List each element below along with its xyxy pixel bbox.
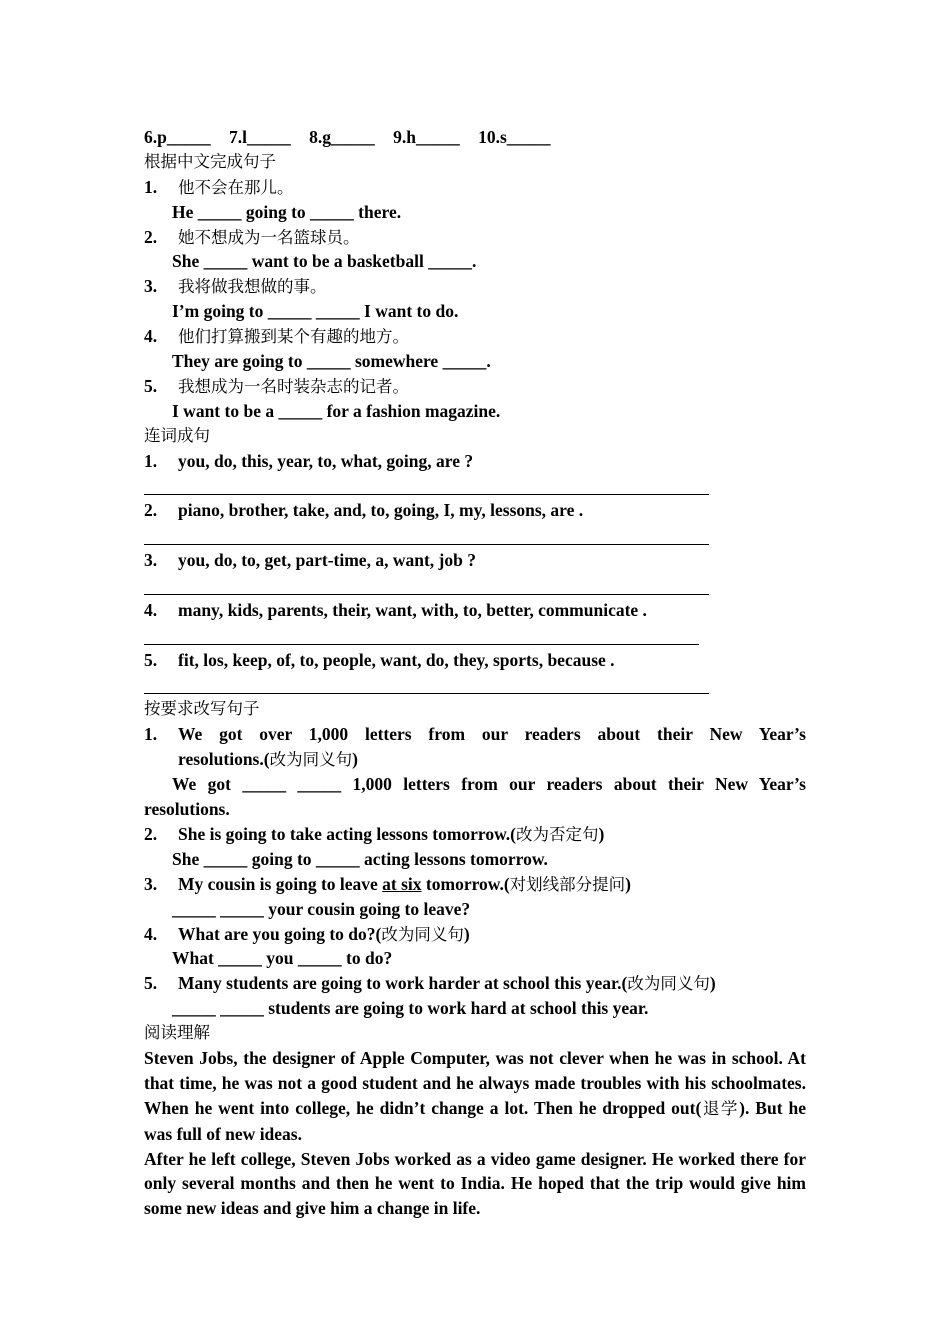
instruction-text: 对划线部分提问 <box>509 874 626 894</box>
answer-sentence-continued: resolutions. <box>144 799 230 820</box>
reading-paragraph <box>144 1046 806 1147</box>
item-number: 4. <box>144 923 158 944</box>
fill-in-sentence: They are going to _____ somewhere _____. <box>172 351 491 372</box>
instruction-text: 改为同义句 <box>627 974 710 994</box>
answer-line[interactable] <box>144 473 709 498</box>
list-item <box>144 872 806 897</box>
item-number: 2. <box>144 823 158 844</box>
underlined-phrase: at six <box>382 873 422 894</box>
answer-line[interactable] <box>144 573 709 598</box>
letter-blanks-row <box>144 125 806 150</box>
scrambled-words: many, kids, parents, their, want, with, to, better, communicate . <box>178 599 647 620</box>
rewrite-prompt-continued <box>144 747 806 772</box>
chinese-prompt: 我想成为一名时装杂志的记者。 <box>178 376 409 396</box>
list-item <box>144 922 806 947</box>
list-item <box>144 822 806 847</box>
letter-blank: 9.h_____ <box>393 127 460 147</box>
answer-sentence: _____ _____ your cousin going to leave? <box>172 898 471 919</box>
fill-in-sentence: I want to be a _____ for a fashion magazine. <box>172 400 501 421</box>
letter-blank: 7.l_____ <box>228 127 291 147</box>
scrambled-words: you, do, to, get, part-time, a, want, job ? <box>178 550 476 571</box>
prompt-text: ) <box>598 823 605 844</box>
prompt-text: She is going to take acting lessons tomorrow.( <box>178 823 517 844</box>
list-item <box>144 648 806 673</box>
item-number: 3. <box>144 873 158 894</box>
item-number: 1. <box>144 176 158 197</box>
prompt-text: ) <box>463 923 470 944</box>
answer-sentence: She _____ going to _____ acting lessons tomorrow. <box>172 848 548 869</box>
scrambled-words: you, do, this, year, to, what, going, are ? <box>178 450 474 471</box>
scrambled-words: fit, los, keep, of, to, people, want, do, they, sports, because . <box>178 649 615 670</box>
item-number: 1. <box>144 724 158 745</box>
list-item <box>144 498 806 523</box>
list-item <box>144 971 806 996</box>
paragraph-text: ). But he was full of new ideas. <box>144 1097 807 1144</box>
instruction-text: 改为否定句 <box>516 824 599 844</box>
list-item <box>144 374 806 399</box>
item-number: 4. <box>144 599 158 620</box>
list-item <box>144 722 806 747</box>
list-item <box>144 449 806 474</box>
prompt-text: ) <box>709 973 716 994</box>
chinese-prompt: 她不想成为一名篮球员。 <box>178 227 360 247</box>
reading-paragraph: After he left college, Steven Jobs worked as a video game designer. He worked there for only several months and then he went to India. He hoped that the trip would give him some new ideas and give him a change in life. <box>144 1148 806 1219</box>
list-item <box>144 225 806 250</box>
worksheet-page <box>144 125 806 1221</box>
item-number: 2. <box>144 226 158 247</box>
prompt-text: What are you going to do?( <box>178 923 382 944</box>
answer-sentence <box>144 772 806 797</box>
letter-blank: 6.p_____ <box>144 127 211 147</box>
chinese-prompt: 他不会在那儿。 <box>178 177 294 197</box>
answer-line[interactable] <box>144 523 709 548</box>
prompt-text: My cousin is going to leave <box>178 873 383 894</box>
list-item <box>144 175 806 200</box>
list-item <box>144 548 806 573</box>
prompt-text: ) <box>625 873 631 894</box>
letter-blank: 10.s_____ <box>478 127 551 147</box>
section-title: 连词成句 <box>144 425 210 445</box>
section-title: 按要求改写句子 <box>144 699 260 719</box>
answer-line[interactable] <box>144 623 699 648</box>
item-number: 3. <box>144 550 158 571</box>
rewrite-prompt: We got over 1,000 letters from our readers about their New Year’s <box>178 724 806 745</box>
prompt-text: resolutions.( <box>178 749 270 770</box>
answer-sentence: What _____ you _____ to do? <box>172 948 393 969</box>
scrambled-words: piano, brother, take, and, to, going, I, my, lessons, are . <box>178 500 584 521</box>
item-number: 5. <box>144 649 158 670</box>
fill-in-sentence: I’m going to _____ _____ I want to do. <box>172 301 459 322</box>
fill-in-sentence: She _____ want to be a basketball _____. <box>172 251 477 272</box>
chinese-prompt: 我将做我想做的事。 <box>178 277 327 297</box>
instruction-text: 改为同义句 <box>269 750 353 770</box>
answer-text: We got _____ _____ 1,000 letters from our readers about their New Year’s <box>172 774 806 795</box>
list-item <box>144 598 806 623</box>
answer-sentence: _____ _____ students are going to work hard at school this year. <box>172 998 649 1019</box>
list-item <box>144 324 806 349</box>
section-title: 阅读理解 <box>144 1023 210 1043</box>
prompt-text: Many students are going to work harder at school this year.( <box>178 973 628 994</box>
instruction-text: 改为同义句 <box>381 924 464 944</box>
item-number: 5. <box>144 375 158 396</box>
answer-line[interactable] <box>144 673 709 698</box>
fill-in-sentence: He _____ going to _____ there. <box>172 201 402 222</box>
section-title: 根据中文完成句子 <box>144 151 276 171</box>
item-number: 4. <box>144 326 158 347</box>
prompt-text: ) <box>352 749 358 770</box>
chinese-prompt: 他们打算搬到某个有趣的地方。 <box>178 327 409 347</box>
item-number: 5. <box>144 973 158 994</box>
item-number: 2. <box>144 500 158 521</box>
letter-blank: 8.g_____ <box>309 127 375 147</box>
item-number: 1. <box>144 450 158 471</box>
list-item <box>144 274 806 299</box>
paragraph-text: Steven Jobs, the designer of Apple Computer, was not clever when he was in school. At that time, he was not a good student and he always made troubles with his schoolmates. When he went into college, he didn’t change a lot. Then he dropped out( <box>144 1047 806 1118</box>
item-number: 3. <box>144 276 158 297</box>
gloss-text: 退学 <box>701 1098 740 1118</box>
prompt-text: tomorrow.( <box>421 873 510 894</box>
